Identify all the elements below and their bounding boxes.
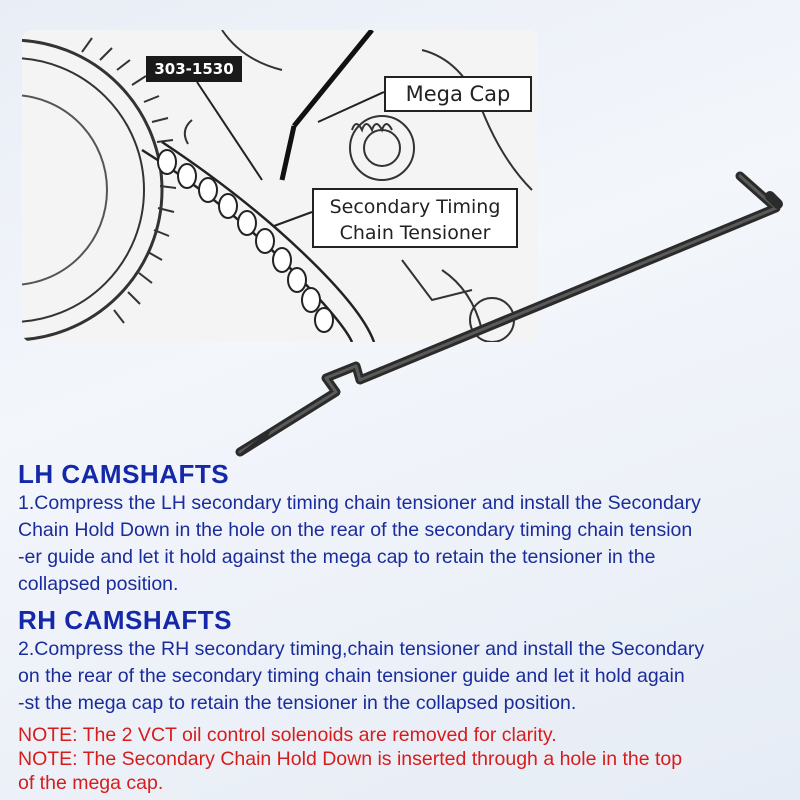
notes [18,723,788,795]
lh-line: Chain Hold Down in the hole on the rear of the secondary timing chain tension [18,519,693,541]
engine-diagram-panel [22,30,538,342]
tensioner-callout [312,188,518,248]
rh-line: -st the mega cap to retain the tensioner in the collapsed position. [18,692,577,714]
part-number-label: 303-1530 [146,56,242,82]
mega-cap-callout: Mega Cap [384,76,532,112]
tensioner-callout-line1: Secondary Timing [329,196,501,218]
instructions [18,458,788,795]
note-line: NOTE: The Secondary Chain Hold Down is inserted through a hole in the top [18,748,683,770]
tensioner-callout-line2: Chain Tensioner [339,222,491,244]
rh-instructions [18,636,788,717]
rh-line: 2.Compress the RH secondary timing,chain tensioner and install the Secondary [18,638,705,660]
rh-camshafts-heading: RH CAMSHAFTS [18,605,232,635]
lh-line: collapsed position. [18,573,179,595]
note-line: NOTE: The 2 VCT oil control solenoids are removed for clarity. [18,724,557,746]
lh-camshafts-heading: LH CAMSHAFTS [18,459,230,489]
lh-line: -er guide and let it hold against the mega cap to retain the tensioner in the [18,546,656,568]
lh-line: 1.Compress the LH secondary timing chain tensioner and install the Secondary [18,492,701,514]
lh-instructions [18,490,788,598]
note-line: of the mega cap. [18,772,164,794]
rh-line: on the rear of the secondary timing chain tensioner guide and let it hold again [18,665,685,687]
